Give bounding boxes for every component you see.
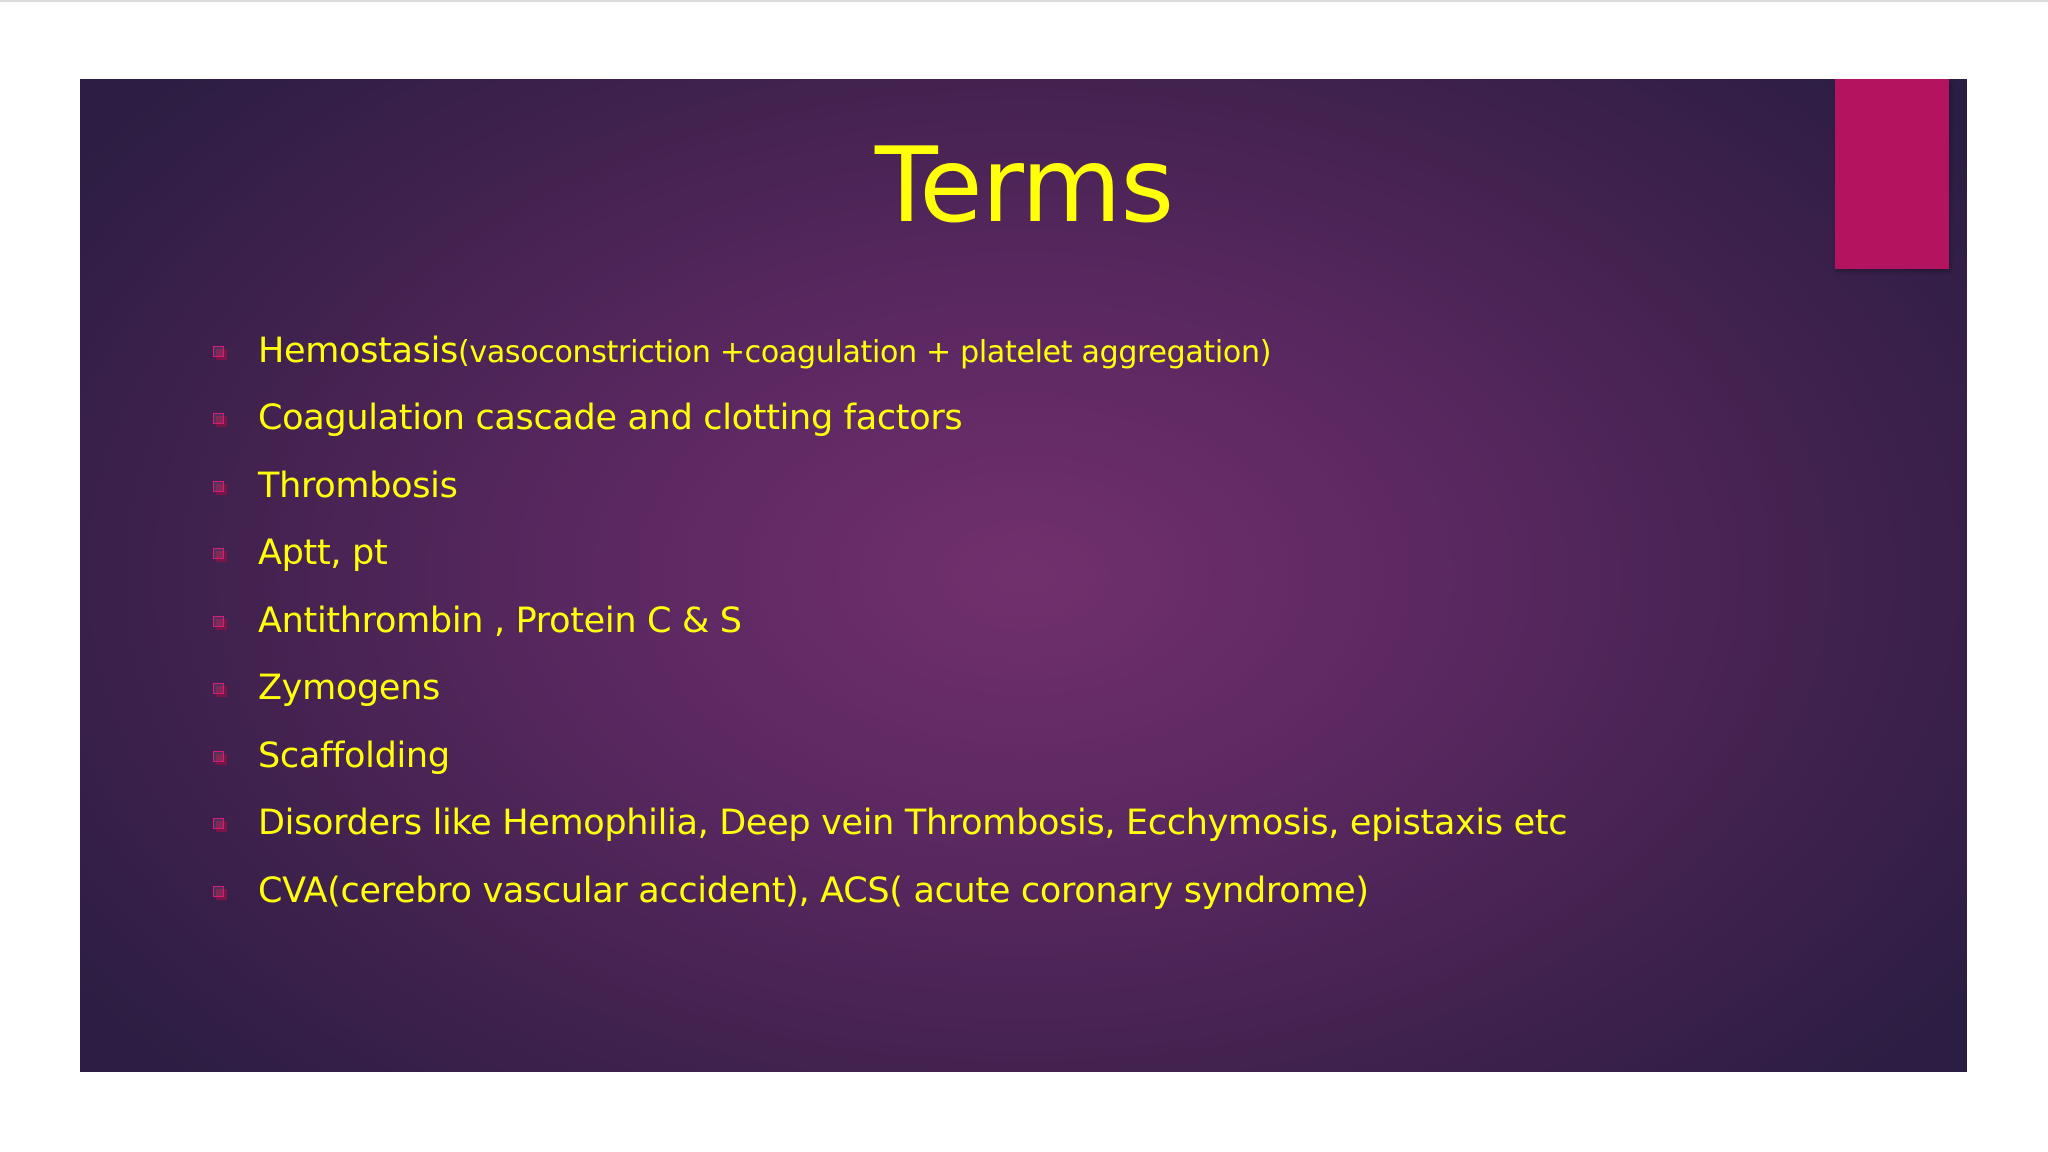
bullet-text: CVA(cerebro vascular accident), ACS( acute coronary syndrome) — [258, 870, 1369, 911]
bullet-item-disorders — [213, 790, 1567, 858]
bullet-list — [213, 317, 1567, 925]
bullet-item-antithrombin — [213, 587, 1567, 655]
top-divider — [0, 0, 2048, 2]
bullet-text: Scaffolding — [258, 735, 450, 776]
bullet-item-zymogens — [213, 655, 1567, 723]
bullet-term: Hemostasis — [258, 330, 458, 371]
bullet-item-coagulation — [213, 385, 1567, 453]
bullet-text: Antithrombin , Protein C & S — [258, 600, 742, 641]
square-bullet-icon — [213, 818, 227, 832]
square-bullet-icon — [213, 616, 227, 630]
bullet-term-detail: (vasoconstriction +coagulation + platelet aggregation) — [457, 334, 1272, 370]
bullet-text: Thrombosis — [258, 465, 458, 506]
bullet-text: Aptt, pt — [258, 533, 388, 574]
bullet-text: Coagulation cascade and clotting factors — [258, 398, 963, 439]
bullet-text — [258, 331, 1271, 371]
bullet-item-cva-acs — [213, 857, 1567, 925]
bullet-text: Zymogens — [258, 668, 440, 709]
square-bullet-icon — [213, 346, 227, 360]
square-bullet-icon — [213, 751, 227, 765]
bullet-item-thrombosis — [213, 452, 1567, 520]
square-bullet-icon — [213, 548, 227, 562]
square-bullet-icon — [213, 683, 227, 697]
bullet-item-hemostasis — [213, 317, 1567, 385]
bullet-item-scaffolding — [213, 722, 1567, 790]
square-bullet-icon — [213, 886, 227, 900]
bullet-item-aptt-pt — [213, 520, 1567, 588]
square-bullet-icon — [213, 481, 227, 495]
bullet-text: Disorders like Hemophilia, Deep vein Thrombosis, Ecchymosis, epistaxis etc — [258, 803, 1568, 844]
square-bullet-icon — [213, 413, 227, 427]
slide-title: Terms — [874, 126, 1174, 246]
